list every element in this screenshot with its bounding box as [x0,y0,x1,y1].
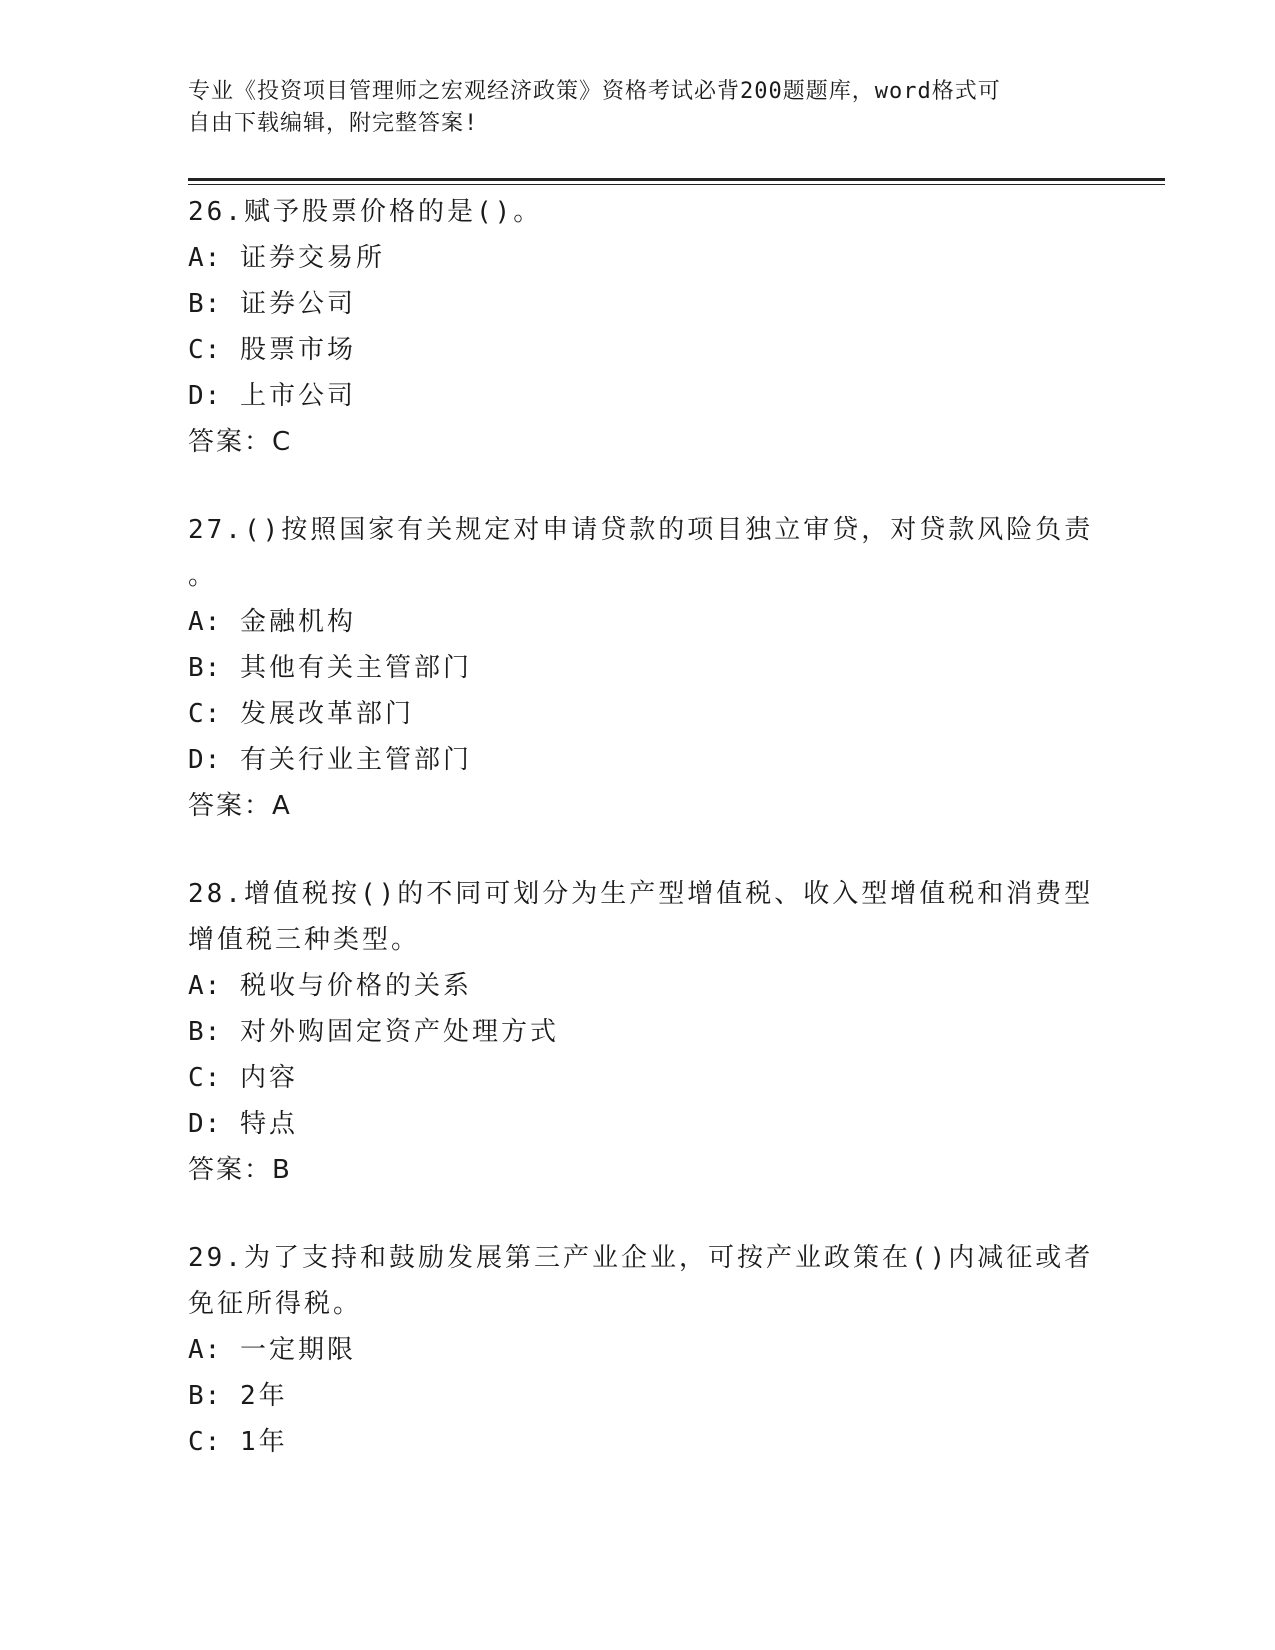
question-26 [188,189,1088,465]
header-line-2: 自由下载编辑，附完整答案! [188,111,479,136]
option-prefix: A: [188,607,222,637]
question-stem: 29.为了支持和鼓励发展第三产业企业，可按产业政策在()内减征或者 [188,1243,1094,1273]
question-stem: 27.()按照国家有关规定对申请贷款的项目独立审贷，对贷款风险负责 [188,515,1094,545]
option-text: 对外购固定资产处理方式 [239,1017,559,1047]
question-stem-continued: 增值税三种类型。 [188,925,421,955]
question-stem-continued: 免征所得税。 [188,1289,363,1319]
option-prefix: A: [188,243,222,273]
option-prefix: C: [188,1063,222,1093]
question-stem: 28.增值税按()的不同可划分为生产型增值税、收入型增值税和消费型 [188,879,1094,909]
option-c [188,1419,1088,1465]
option-prefix: D: [188,381,222,411]
option-d [188,737,1088,783]
question-27 [188,507,1094,829]
option-text: 2年 [239,1381,288,1411]
option-b [188,1373,1088,1419]
option-a [188,599,1088,645]
question-list [188,189,1094,1507]
answer-line: 答案：C [188,427,293,457]
option-d [188,373,1088,419]
document-header [188,76,1088,140]
option-text: 有关行业主管部门 [239,745,472,775]
option-text: 股票市场 [239,335,356,365]
option-b [188,281,1088,327]
header-line-1: 专业《投资项目管理师之宏观经济政策》资格考试必背200题题库，word格式可 [188,79,1001,104]
question-stem-continued: 。 [188,561,218,591]
option-d [188,1101,1088,1147]
option-prefix: C: [188,699,222,729]
option-text: 证券交易所 [239,243,385,273]
option-prefix: A: [188,1335,222,1365]
header-divider-thin [188,184,1165,185]
option-text: 1年 [239,1427,288,1457]
option-text: 上市公司 [239,381,356,411]
option-text: 内容 [239,1063,298,1093]
option-prefix: B: [188,1381,222,1411]
option-text: 特点 [239,1109,298,1139]
option-prefix: C: [188,335,222,365]
question-28 [188,871,1094,1193]
question-29 [188,1235,1094,1465]
answer-line: 答案：B [188,1155,292,1185]
option-prefix: C: [188,1427,222,1457]
option-prefix: D: [188,745,222,775]
option-c [188,691,1088,737]
option-b [188,645,1088,691]
question-stem: 26.赋予股票价格的是()。 [188,197,543,227]
option-text: 一定期限 [239,1335,356,1365]
option-prefix: B: [188,289,222,319]
option-text: 发展改革部门 [239,699,414,729]
answer-line: 答案：A [188,791,292,821]
option-prefix: D: [188,1109,222,1139]
option-text: 金融机构 [239,607,356,637]
option-text: 税收与价格的关系 [239,971,472,1001]
header-divider-thick [188,178,1165,181]
option-prefix: B: [188,1017,222,1047]
option-a [188,235,1088,281]
option-c [188,327,1088,373]
option-c [188,1055,1088,1101]
option-prefix: B: [188,653,222,683]
option-text: 证券公司 [239,289,356,319]
option-prefix: A: [188,971,222,1001]
option-a [188,963,1088,1009]
option-b [188,1009,1088,1055]
option-a [188,1327,1088,1373]
option-text: 其他有关主管部门 [239,653,472,683]
